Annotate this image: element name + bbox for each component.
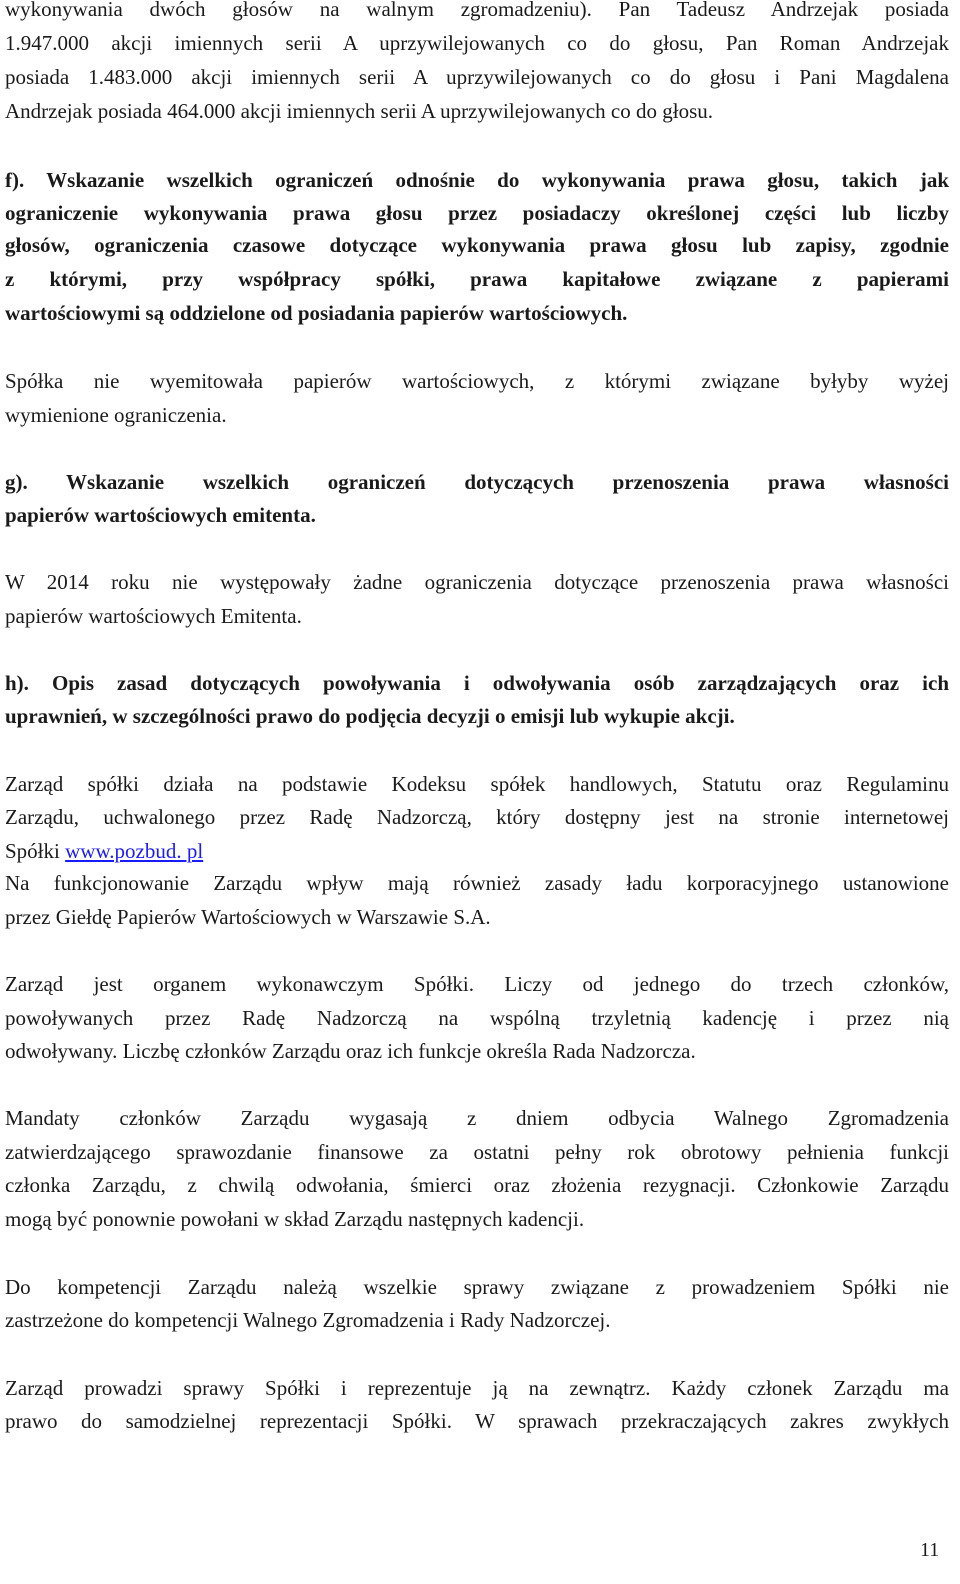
text-line: Zarządu, uchwalonego przez Radę Nadzorczą, który dostępny jest na stronie internetowej [5, 805, 949, 829]
text-line: członka Zarządu, z chwilą odwołania, śmierci oraz złożenia rezygnacji. Członkowie Zarządu [5, 1173, 949, 1197]
text-line: Andrzejak posiada 464.000 akcji imiennych serii A uprzywilejowanych co do głosu. [5, 99, 714, 123]
text-line: prawo do samodzielnej reprezentacji Spółki. W sprawach przekraczających zakres zwykłych [5, 1409, 949, 1433]
text-line: odwoływany. Liczbę członków Zarządu oraz ich funkcje określa Rada Nadzorcza. [5, 1039, 696, 1063]
text-prefix: Spółki [5, 839, 66, 863]
text-line: wykonywania dwóch głosów na walnym zgromadzeniu). Pan Tadeusz Andrzejak posiada [5, 0, 949, 21]
heading-line: wartościowymi są oddzielone od posiadania papierów wartościowych. [5, 301, 628, 325]
text-line: powoływanych przez Radę Nadzorczą na wspólną trzyletnią kadencję i przez nią [5, 1006, 949, 1030]
text-line: Do kompetencji Zarządu należą wszelkie sprawy związane z prowadzeniem Spółki nie [5, 1275, 949, 1299]
heading-line: g). Wskazanie wszelkich ograniczeń dotyczących przenoszenia prawa własności [5, 470, 949, 494]
text-line: papierów wartościowych Emitenta. [5, 604, 302, 628]
text-line: wymienione ograniczenia. [5, 403, 227, 427]
text-line: mogą być ponownie powołani w skład Zarządu następnych kadencji. [5, 1207, 585, 1231]
text-line: Na funkcjonowanie Zarządu wpływ mają również zasady ładu korporacyjnego ustanowione [5, 871, 949, 895]
heading-line: głosów, ograniczenia czasowe dotyczące wykonywania prawa głosu lub zapisy, zgodnie [5, 233, 949, 257]
text-line: W 2014 roku nie występowały żadne ograniczenia dotyczące przenoszenia prawa własności [5, 570, 949, 594]
text-line: zatwierdzającego sprawozdanie finansowe za ostatni pełny rok obrotowy pełnienia funkcji [5, 1140, 949, 1164]
text-line: Zarząd spółki działa na podstawie Kodeksu spółek handlowych, Statutu oraz Regulaminu [5, 772, 949, 796]
text-line: 1.947.000 akcji imiennych serii A uprzywilejowanych co do głosu, Pan Roman Andrzejak [5, 31, 949, 55]
website-link[interactable]: www.pozbud. pl [65, 839, 204, 863]
heading-line: h). Opis zasad dotyczących powoływania i odwoływania osób zarządzających oraz ich [5, 671, 949, 695]
text-line: posiada 1.483.000 akcji imiennych serii A uprzywilejowanych co do głosu i Pani Magdalena [5, 65, 949, 89]
text-line [5, 836, 203, 866]
heading-line: papierów wartościowych emitenta. [5, 503, 316, 527]
page-number: 11 [920, 1539, 940, 1561]
text-line: Zarząd prowadzi sprawy Spółki i reprezentuje ją na zewnątrz. Każdy członek Zarządu ma [5, 1376, 949, 1400]
text-line: zastrzeżone do kompetencji Walnego Zgromadzenia i Rady Nadzorczej. [5, 1308, 611, 1332]
heading-line: uprawnień, w szczególności prawo do podjęcia decyzji o emisji lub wykupie akcji. [5, 704, 735, 728]
text-line: Mandaty członków Zarządu wygasają z dniem odbycia Walnego Zgromadzenia [5, 1106, 949, 1130]
heading-line: z którymi, przy współpracy spółki, prawa kapitałowe związane z papierami [5, 267, 949, 291]
text-line: Spółka nie wyemitowała papierów wartościowych, z którymi związane byłyby wyżej [5, 369, 949, 393]
text-line: przez Giełdę Papierów Wartościowych w Warszawie S.A. [5, 905, 491, 929]
heading-line: f). Wskazanie wszelkich ograniczeń odnośnie do wykonywania prawa głosu, takich jak [5, 168, 949, 192]
heading-line: ograniczenie wykonywania prawa głosu przez posiadaczy określonej części lub liczby [5, 201, 949, 225]
text-line: Zarząd jest organem wykonawczym Spółki. Liczy od jednego do trzech członków, [5, 972, 949, 996]
